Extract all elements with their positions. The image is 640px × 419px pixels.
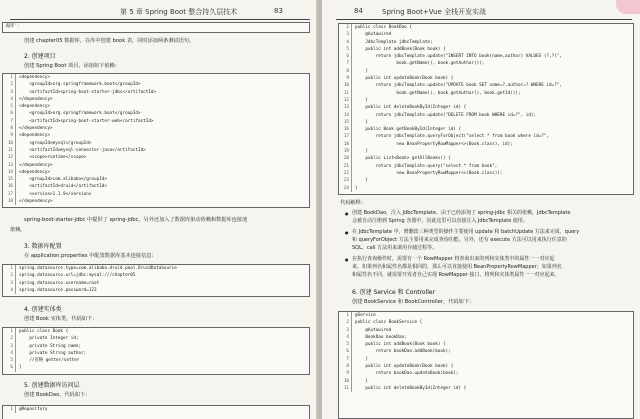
code-line-number: 3 xyxy=(339,327,352,334)
left-header-rule xyxy=(10,19,310,20)
code-line xyxy=(3,147,309,154)
code-line-number: 9 xyxy=(339,370,352,377)
code-line-number: 12 xyxy=(339,97,352,104)
code-line-number: 6 xyxy=(339,348,352,355)
code-line xyxy=(339,348,633,355)
create-db-paragraph: 创建 chapter05 数据库，在库中创建 book 表，同时添加两条测试语句。 xyxy=(24,38,195,44)
code-line-number: 3 xyxy=(3,89,16,96)
code-line xyxy=(339,133,633,140)
code-line-number: 11 xyxy=(339,90,352,97)
code-line-text: } xyxy=(355,68,368,74)
top-fragment-text: 据库'； xyxy=(6,24,22,29)
code-line xyxy=(339,68,633,75)
code-line-text: return bookDao.updateBook(book); xyxy=(355,371,459,377)
code-line-text: </dependency> xyxy=(19,199,53,205)
code-line xyxy=(339,53,633,60)
code-line-text: <scope>runtime</scope> xyxy=(19,155,87,161)
code-line-text: private String name; xyxy=(19,343,82,349)
code-line-number: 1 xyxy=(3,406,16,413)
code-line xyxy=(3,176,309,183)
code-line-text: book.getName(), book.getAuthor(), book.getId()); xyxy=(355,90,521,96)
code-line xyxy=(3,272,309,279)
pom-dependencies-code xyxy=(2,73,310,208)
code-line-number: 10 xyxy=(339,378,352,385)
code-line-number: 21 xyxy=(339,163,352,170)
code-line xyxy=(339,155,633,162)
code-line xyxy=(339,312,633,319)
code-line-number: 8 xyxy=(339,363,352,370)
code-line-number: 7 xyxy=(339,356,352,363)
code-line xyxy=(3,140,309,147)
code-line-number: 24 xyxy=(339,185,352,192)
code-line-number: 5 xyxy=(3,357,16,364)
code-line-text: @Repository xyxy=(19,407,48,412)
code-line-text: <artifactId>mysql-connector-java</artifactId> xyxy=(19,147,146,153)
code-line-number: 8 xyxy=(339,68,352,75)
code-line xyxy=(3,328,309,335)
code-line-text: <groupId>com.alibaba</groupId> xyxy=(19,177,107,183)
heading-service: 6. 创建 Service 和 Controller xyxy=(352,289,436,296)
code-line-number: 5 xyxy=(339,46,352,53)
code-line-number: 20 xyxy=(339,155,352,162)
code-line-number: 22 xyxy=(339,170,352,177)
code-line-text: public Book getBookById(Integer id) { xyxy=(355,127,462,133)
code-line-text: //省略 getter/setter xyxy=(19,358,80,364)
code-line-number: 7 xyxy=(3,118,16,125)
code-line xyxy=(339,319,633,326)
code-line xyxy=(3,350,309,357)
code-line xyxy=(3,183,309,190)
code-line-number: 7 xyxy=(339,60,352,67)
code-line-text: spring.datasource.password=123 xyxy=(19,287,97,293)
code-line-text: return jdbcTemplate.queryForObject("select * from book where id=?", xyxy=(355,134,550,140)
code-line-number: 4 xyxy=(3,96,16,103)
code-line-number: 3 xyxy=(3,343,16,350)
code-line xyxy=(339,31,633,38)
code-line xyxy=(3,280,309,287)
code-line-number: 6 xyxy=(339,53,352,60)
bullet-2 xyxy=(352,229,579,236)
code-line-text: <groupId>mysql</groupId> xyxy=(19,140,92,146)
code-line-text: public int addBook(Book book) { xyxy=(355,342,446,348)
application-properties-code xyxy=(2,264,310,297)
code-line-number: 4 xyxy=(3,287,16,294)
code-line-number: 13 xyxy=(3,162,16,169)
code-line-text: } xyxy=(355,185,358,191)
code-line-text: <artifactId>spring-boot-starter-jdbc</artifactId> xyxy=(19,89,157,95)
code-line-number: 13 xyxy=(339,104,352,111)
code-line xyxy=(3,364,309,371)
service-paragraph: 创建 BookService 和 BookController，代码如下： xyxy=(352,299,475,305)
code-line xyxy=(3,74,309,81)
code-line-text: return jdbcTemplate.query("select * from book", xyxy=(355,163,498,169)
code-line xyxy=(339,327,633,334)
code-line-text: spring.datasource.username=root xyxy=(19,280,100,286)
code-line xyxy=(3,103,309,110)
code-line xyxy=(3,96,309,103)
code-line-text: book.getName(), book.getAuthor()); xyxy=(355,61,485,67)
heading-db-config: 3. 数据库配置 xyxy=(24,243,62,250)
code-line xyxy=(339,148,633,155)
code-line-number: 1 xyxy=(3,265,16,272)
top-code-fragment xyxy=(2,22,310,33)
dao-paragraph: 创建 BookDao，代码如下： xyxy=(24,392,91,398)
code-line-number: 10 xyxy=(339,82,352,89)
code-line xyxy=(3,169,309,176)
code-line-text: } xyxy=(355,378,368,384)
code-line-number: 17 xyxy=(339,133,352,140)
code-line-number: 6 xyxy=(3,110,16,117)
code-line xyxy=(339,341,633,348)
bullet-2-line1: 在 JdbcTemplate 中，增删改三种类型的操作主要使用 update 和 batchUpdate 方法来完成，query xyxy=(352,229,580,235)
code-line-number: 9 xyxy=(339,75,352,82)
dao-code-start xyxy=(2,405,310,419)
code-line-number: 23 xyxy=(339,177,352,184)
code-line-text: <dependency> xyxy=(19,169,51,175)
code-line-number: 11 xyxy=(339,385,352,392)
code-line-number: 4 xyxy=(3,350,16,357)
right-header-title: Spring Boot+Vue 全栈开发实战 xyxy=(382,8,487,16)
code-line xyxy=(339,378,633,385)
code-line xyxy=(339,334,633,341)
code-line-text: return jdbcTemplate.update("UPDATE book SET name=?,author=? WHERE id=?", xyxy=(355,83,562,89)
code-line xyxy=(339,75,633,82)
code-line-text: public int updateBook(Book book) { xyxy=(355,364,454,370)
code-line xyxy=(339,185,633,192)
code-line xyxy=(339,90,633,97)
starter-paragraph-line1: spring-boot-starter-jdbc 中提供了 spring-jdbc，另外还加入了数据库驱动依赖和数据库连接池 xyxy=(24,217,248,223)
bullet-3 xyxy=(352,256,554,263)
code-line xyxy=(339,370,633,377)
code-line xyxy=(339,385,633,392)
code-line-text: return bookDao.addBook(book); xyxy=(355,349,451,355)
bookdao-code xyxy=(338,23,634,195)
code-line-number: 16 xyxy=(339,126,352,133)
left-header-title: 第 5 章 Spring Boot 整合持久层技术 xyxy=(120,8,238,16)
bullet-1-line1: 创建 BookDao，注入 JdbcTemplate。由于已经添加了 spring-jdbc 相关的依赖，JdbcTemplate xyxy=(352,210,571,216)
right-page-number: 84 xyxy=(354,7,363,15)
code-line xyxy=(339,39,633,46)
code-line-text: new BeanPropertyRowMapper<>(Book.class)); xyxy=(355,170,503,176)
code-line-number: 17 xyxy=(3,191,16,198)
code-line-text: <artifactId>druid</artifactId> xyxy=(19,184,107,190)
code-line xyxy=(339,163,633,170)
code-line-text: <version>1.1.9</version> xyxy=(19,191,92,197)
config-paragraph: 在 application.properties 中配置数据库基本连接信息： xyxy=(24,253,157,259)
code-line-text: <dependency> xyxy=(19,104,51,110)
code-line-number: 16 xyxy=(3,183,16,190)
code-line xyxy=(339,82,633,89)
code-line xyxy=(339,170,633,177)
entity-paragraph: 创建 Book 实体类，代码如下： xyxy=(24,316,98,322)
code-line xyxy=(339,97,633,104)
code-line-number: 9 xyxy=(3,132,16,139)
code-line xyxy=(3,357,309,364)
code-line xyxy=(3,132,309,139)
code-line xyxy=(3,265,309,272)
code-line-text: spring.datasource.type=com.alibaba.druid.pool.DruidDataSource xyxy=(19,266,177,271)
code-line-text: public int addBook(Book book) { xyxy=(355,46,446,52)
code-line xyxy=(3,89,309,96)
code-line-text: @Autowired xyxy=(355,32,392,38)
code-line xyxy=(3,118,309,125)
code-line-number: 14 xyxy=(3,169,16,176)
bullet-3-line2: 来。如果列名和属性名都是相同的，那么可以直接使用 BeanPropertyRowMapper；如果列名 xyxy=(352,264,562,270)
code-line-number: 18 xyxy=(3,198,16,205)
bookservice-code xyxy=(338,311,634,419)
left-page-number: 83 xyxy=(274,7,283,15)
code-line-number: 2 xyxy=(3,272,16,279)
heading-dao: 5. 创建数据库访问层 xyxy=(24,382,80,389)
code-line-text: return jdbcTemplate.update("INSERT INTO book(name,author) VALUES (?,?)", xyxy=(355,54,562,60)
code-line-number: 5 xyxy=(3,103,16,110)
code-line-text: </dependency> xyxy=(19,162,53,168)
code-line-number: 5 xyxy=(339,341,352,348)
code-line-number: 8 xyxy=(3,125,16,132)
starter-paragraph-line2: 依赖。 xyxy=(10,227,26,233)
code-line-number: 10 xyxy=(3,140,16,147)
code-line-text: <dependency> xyxy=(19,75,51,80)
code-line-number: 4 xyxy=(339,334,352,341)
code-line xyxy=(3,335,309,342)
code-line-number: 14 xyxy=(339,112,352,119)
code-line-text: <dependency> xyxy=(19,133,51,139)
code-line xyxy=(339,356,633,363)
code-line-number: 3 xyxy=(3,280,16,287)
code-line xyxy=(3,162,309,169)
code-line-text: JdbcTemplate jdbcTemplate; xyxy=(355,39,433,45)
code-line xyxy=(339,363,633,370)
code-line-text: </dependency> xyxy=(19,96,53,102)
code-line-number: 15 xyxy=(339,119,352,126)
code-line xyxy=(339,126,633,133)
code-line xyxy=(3,287,309,294)
code-line-number: 11 xyxy=(3,147,16,154)
code-line-text: } xyxy=(355,97,368,103)
code-line-number: 18 xyxy=(339,141,352,148)
code-line-text: public int deleteBookById(Integer id) { xyxy=(355,105,467,111)
code-line xyxy=(3,191,309,198)
code-line xyxy=(339,141,633,148)
code-line-number: 15 xyxy=(3,176,16,183)
code-line-text: public List<Book> getAllBooks() { xyxy=(355,156,451,162)
code-line-text: private Integer id; xyxy=(19,336,79,342)
bullet-1-line2: 会被自动注册到 Spring 容器中，因此这里可以直接注入 JdbcTemplate 使用。 xyxy=(352,218,528,224)
code-line-text: BookDao bookDao; xyxy=(355,334,407,340)
code-line-text: public int deleteBookById(Integer id) { xyxy=(355,385,467,391)
code-line-text: </dependency> xyxy=(19,126,53,132)
code-line-text: private String author; xyxy=(19,350,87,356)
code-line xyxy=(339,46,633,53)
code-line-number: 2 xyxy=(3,335,16,342)
code-line-text: return jdbcTemplate.update("DELETE FROM book WHERE id=?", id); xyxy=(355,112,537,118)
right-header-rule xyxy=(336,19,632,20)
code-line-text: } xyxy=(355,178,368,184)
code-line-number: 1 xyxy=(3,74,16,81)
bullet-3-line3: 和属性名不同，就需要开发者自己实现 RowMapper 接口，将列和实体类属性一一对应起来。 xyxy=(352,272,560,278)
right-page xyxy=(322,0,640,419)
code-line-number: 2 xyxy=(339,24,352,31)
code-line xyxy=(339,177,633,184)
code-line xyxy=(339,60,633,67)
bullet-3-line1: 在执行查询操作时，需要有一个 RowMapper 将查询出来的列和实体类中的属性一一对应起 xyxy=(352,256,555,262)
bullet-2-line3: SQL、call 方法用来调用存储过程等。 xyxy=(352,245,438,251)
code-line-text: public class BookService { xyxy=(355,320,423,326)
code-line-text: <artifactId>spring-boot-starter-web</artifactId> xyxy=(19,118,154,124)
code-line xyxy=(339,119,633,126)
bullet-2-line2: 和 queryForObject 方法主要用来完成查询功能。另外，还有 execute 方法可以用来执行任意的 xyxy=(352,237,567,243)
code-line xyxy=(3,81,309,88)
code-line-text: new BeanPropertyRowMapper<>(Book.class), id); xyxy=(355,141,513,147)
left-page xyxy=(0,0,318,419)
code-line xyxy=(3,198,309,205)
bullet-1 xyxy=(352,210,570,217)
code-line-number: 12 xyxy=(3,154,16,161)
code-line xyxy=(339,104,633,111)
code-line-text: <groupId>org.springframework.boot</groupId> xyxy=(19,82,141,88)
code-line-text: <groupId>org.springframework.boot</groupId> xyxy=(19,111,141,117)
code-line-number: 1 xyxy=(3,328,16,335)
code-line-text: } xyxy=(355,356,368,362)
code-line xyxy=(339,24,633,31)
code-line-number: 4 xyxy=(339,39,352,46)
corner-sticker xyxy=(616,0,640,14)
code-line xyxy=(3,154,309,161)
code-line-number: 3 xyxy=(339,31,352,38)
code-line-text: spring.datasource.url=jdbc:mysql:///chapter05 xyxy=(19,273,136,279)
code-line-text: public class Book { xyxy=(19,329,69,334)
code-line-text: } xyxy=(355,149,368,155)
code-line-number: 2 xyxy=(3,81,16,88)
code-line xyxy=(339,112,633,119)
project-paragraph: 创建 Spring Boot 项目，添加如下依赖： xyxy=(24,63,120,69)
code-line-text: } xyxy=(19,365,22,371)
heading-create-project: 2. 创建项目 xyxy=(24,53,56,60)
code-line-text: @Autowired xyxy=(355,327,392,333)
code-line-number: 19 xyxy=(339,148,352,155)
code-line xyxy=(3,406,309,413)
code-line-number: 1 xyxy=(339,312,352,319)
explain-label: 代码解释： xyxy=(340,200,366,206)
code-line-text: public class BookDao { xyxy=(355,25,412,30)
code-line-text: @Service xyxy=(355,313,376,318)
code-line xyxy=(3,110,309,117)
code-line-text: } xyxy=(355,119,368,125)
code-line-text: public int updateBook(Book book) { xyxy=(355,76,454,82)
code-line-number: 6 xyxy=(3,364,16,371)
book-entity-code xyxy=(2,327,310,375)
code-line xyxy=(3,125,309,132)
code-line xyxy=(3,343,309,350)
code-line-number: 2 xyxy=(339,319,352,326)
heading-entity: 4. 创建实体类 xyxy=(24,306,62,313)
